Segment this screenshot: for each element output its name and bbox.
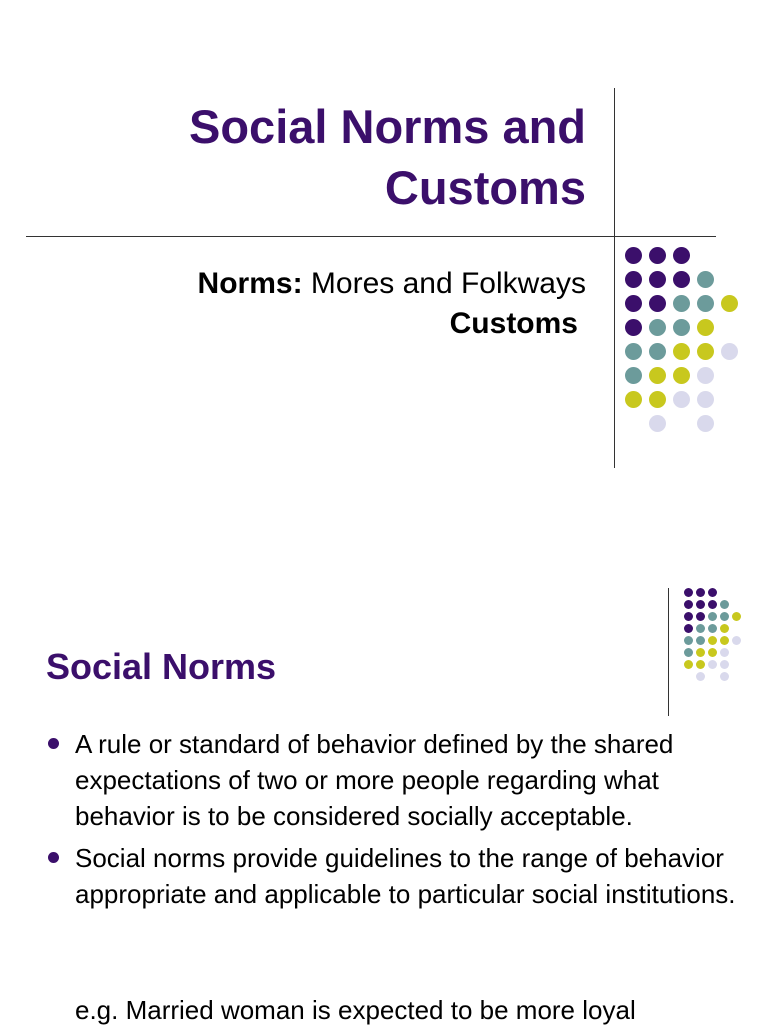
decor-dot	[673, 343, 690, 360]
decor-dot	[697, 319, 714, 336]
decor-dot	[697, 391, 714, 408]
decor-dot	[625, 343, 642, 360]
decor-dot	[649, 295, 666, 312]
decor-dot	[697, 343, 714, 360]
horizontal-rule	[26, 236, 716, 237]
decor-dot	[673, 295, 690, 312]
decor-dot	[649, 271, 666, 288]
decor-dot	[720, 636, 729, 645]
decor-dot	[708, 612, 717, 621]
decor-dot	[696, 588, 705, 597]
decor-dot	[649, 343, 666, 360]
decor-dot	[696, 636, 705, 645]
decor-dot	[720, 648, 729, 657]
decor-dot	[720, 624, 729, 633]
decor-dot	[649, 247, 666, 264]
decor-dot	[708, 600, 717, 609]
vertical-rule	[614, 88, 615, 468]
bullet-text: A rule or standard of behavior defined by the shared expectations of two or more people regarding what behavior is to be considered socially acceptable.	[75, 729, 674, 831]
decor-dot	[684, 660, 693, 669]
slide-title	[66, 96, 586, 218]
decor-dot	[697, 415, 714, 432]
decor-dot	[684, 648, 693, 657]
bullet-item	[46, 726, 746, 834]
decor-dot	[625, 247, 642, 264]
bullet-text: Social norms provide guidelines to the range of behavior appropriate and applicable to particular social institutions.	[75, 843, 736, 909]
bullet-dot-icon	[48, 738, 59, 749]
decor-dot	[625, 367, 642, 384]
decor-dot	[649, 415, 666, 432]
decor-dot	[673, 391, 690, 408]
decor-dot	[721, 295, 738, 312]
decor-dot	[697, 271, 714, 288]
decor-dot	[684, 588, 693, 597]
decor-dot	[625, 319, 642, 336]
decor-dot	[708, 588, 717, 597]
decor-dot	[684, 612, 693, 621]
decor-dot	[696, 648, 705, 657]
decor-dot	[673, 247, 690, 264]
decor-dot	[696, 672, 705, 681]
decor-dot	[721, 343, 738, 360]
decor-dot	[697, 367, 714, 384]
slide-subtitle	[26, 264, 586, 344]
decor-dot	[625, 295, 642, 312]
decor-dot	[625, 391, 642, 408]
decor-dot	[684, 624, 693, 633]
decor-dot	[696, 660, 705, 669]
subtitle-customs: Customs	[449, 307, 578, 340]
decor-dot	[649, 319, 666, 336]
bullet-item	[46, 840, 746, 912]
decor-dot	[708, 624, 717, 633]
decor-dot	[696, 600, 705, 609]
decor-dot	[673, 367, 690, 384]
example-text: e.g. Married woman is expected to be more loyal	[75, 995, 636, 1025]
decor-dot	[732, 612, 741, 621]
decor-dot	[673, 271, 690, 288]
decor-dot	[708, 660, 717, 669]
bullet-list	[46, 726, 746, 918]
decor-dot	[697, 295, 714, 312]
decor-dot	[696, 624, 705, 633]
decor-dot	[720, 672, 729, 681]
title-line-1: Social Norms and	[189, 100, 586, 153]
decor-dot	[625, 271, 642, 288]
title-line-2: Customs	[384, 161, 586, 214]
decor-dot	[720, 612, 729, 621]
decor-dot	[708, 636, 717, 645]
decor-dot	[673, 319, 690, 336]
bullet-dot-icon	[48, 852, 59, 863]
decor-dot	[684, 600, 693, 609]
vertical-rule-2	[668, 588, 669, 716]
decor-dot	[684, 636, 693, 645]
decor-dot	[720, 660, 729, 669]
decor-dot	[649, 391, 666, 408]
subtitle-bold: Norms:	[197, 267, 303, 300]
decor-dot	[720, 600, 729, 609]
subtitle-line-2	[26, 304, 586, 344]
section-title: Social Norms	[46, 646, 277, 687]
decor-dot	[696, 612, 705, 621]
decor-dot	[732, 636, 741, 645]
decor-dot	[708, 648, 717, 657]
decor-dot	[649, 367, 666, 384]
subtitle-rest: Mores and Folkways	[302, 267, 586, 300]
subtitle-line-1	[26, 264, 586, 304]
